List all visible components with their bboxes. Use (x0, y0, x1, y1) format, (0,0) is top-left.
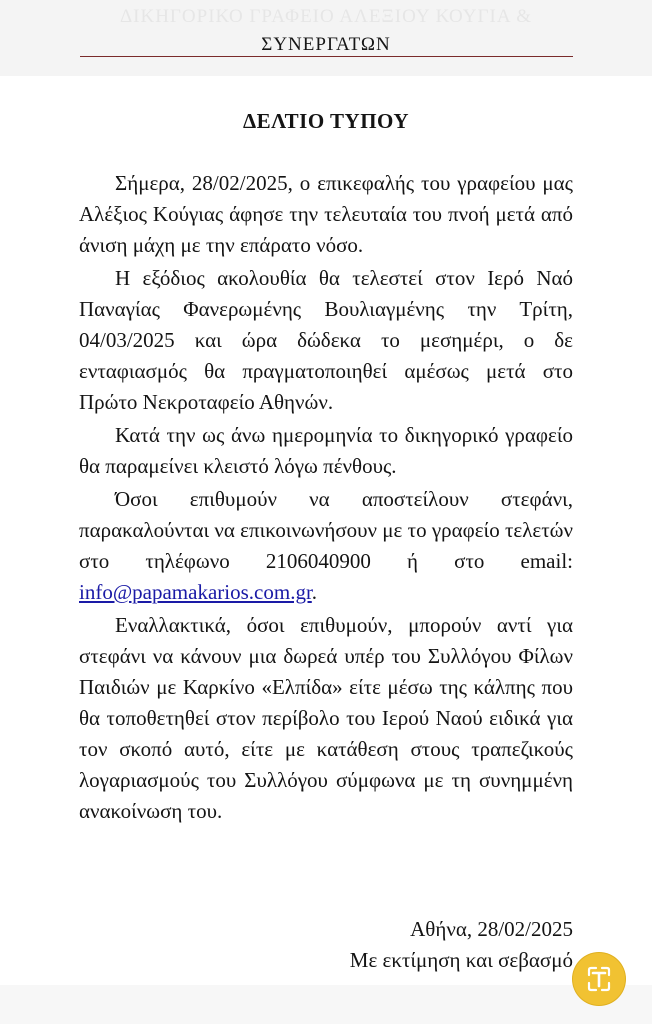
document-body (79, 168, 573, 829)
wreaths-end: . (311, 580, 318, 604)
closing-line: Με εκτίμηση και σεβασμό (349, 948, 573, 972)
signoff (250, 914, 573, 976)
firm-name-line1: ΔΙΚΗΓΟΡΙΚΟ ΓΡΑΦΕΙΟ ΑΛΕΞΙΟΥ ΚΟΥΓΙΑ & (119, 6, 533, 27)
footer-background (0, 985, 652, 1024)
header-divider (80, 56, 573, 57)
place-date: Αθήνα, 28/02/2025 (410, 917, 573, 941)
paragraph-wreaths (79, 484, 573, 608)
paragraph-donation: Εναλλακτικά, όσοι επιθυμούν, μπορούν αντί για στεφάνι να κάνουν μια δωρεά υπέρ του Συλλόγου Φίλων Παιδιών με Καρκίνο «Ελπίδα» είτε μέσω της κάλπης που θα τοποθετηθεί στον περίβολο του Ιερού Ναού ειδικά για τον σκοπό αυτό, είτε με κατάθεση στους τραπεζικούς λογαριασμούς του Συλλόγου σύμφωνα με τη συνημμένη ανακοίνωση του. (79, 613, 573, 823)
document-title: ΔΕΛΤΙΟ ΤΥΠΟΥ (242, 109, 410, 133)
paragraph-announcement: Σήμερα, 28/02/2025, ο επικεφαλής του γραφείου μας Αλέξιος Κούγιας άφησε την τελευταία του πνοή μετά από άνιση μάχη με την επάρατο νόσο. (79, 171, 573, 257)
firm-name-line2: ΣΥΝΕΡΓΑΤΩΝ (261, 34, 391, 55)
paragraph-funeral: Η εξόδιος ακολουθία θα τελεστεί στον Ιερό Ναό Παναγίας Φανερωμένης Βουλιαγμένης την Τρίτη, 04/03/2025 και ώρα δώδεκα το μεσημέρι, ο δε ενταφιασμός θα πραγματοποιηθεί αμέσως μετά στο Πρώτο Νεκροταφείο Αθηνών. (79, 266, 573, 414)
paragraph-office-closed: Κατά την ως άνω ημερομηνία το δικηγορικό γραφείο θα παραμείνει κλειστό λόγω πένθους. (79, 423, 573, 478)
wreaths-text: Όσοι επιθυμούν να αποστείλουν στεφάνι, παρακαλούνται να επικοινωνήσουν με το γραφείο τελετών στο τηλέφωνο 2106040900 ή στο email: (79, 487, 573, 573)
email-link[interactable]: info@papamakarios.com.gr (79, 580, 312, 604)
translate-text-icon[interactable] (573, 953, 625, 1005)
